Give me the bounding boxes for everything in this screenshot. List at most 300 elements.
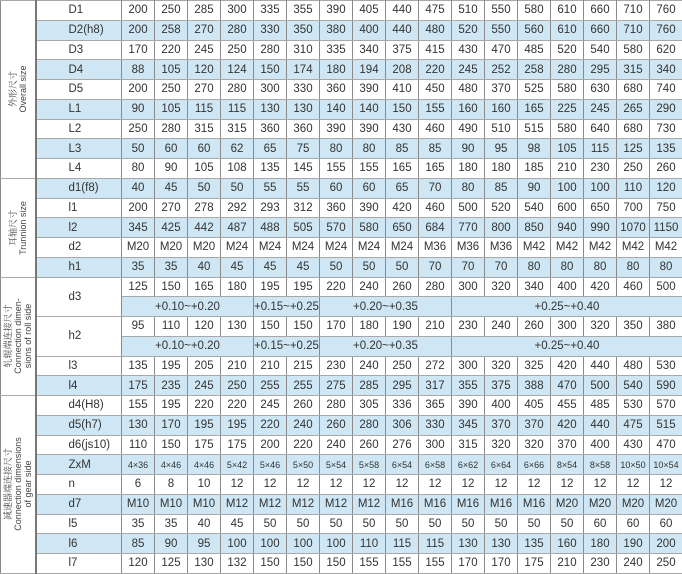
value-cell: M42 — [551, 238, 584, 258]
value-cell: 130 — [287, 99, 320, 119]
param-name: d1(f8) — [36, 178, 122, 198]
value-cell: 200 — [254, 435, 287, 455]
value-cell: 270 — [188, 20, 221, 40]
value-cell: 195 — [254, 277, 287, 297]
value-cell: 210 — [551, 159, 584, 179]
value-cell: 120 — [188, 317, 221, 337]
value-cell: 420 — [584, 277, 617, 297]
value-cell: 5×58 — [353, 455, 386, 475]
value-cell: 390 — [452, 396, 485, 416]
value-cell: 85 — [386, 139, 419, 159]
value-cell: 80 — [353, 139, 386, 159]
param-name: d6(js10) — [36, 435, 122, 455]
value-cell: 120 — [188, 60, 221, 80]
value-cell: 325 — [518, 356, 551, 376]
value-cell: 400 — [551, 277, 584, 297]
value-cell: 420 — [386, 198, 419, 218]
value-cell: 280 — [419, 277, 452, 297]
value-cell: 115 — [386, 534, 419, 554]
value-cell: 460 — [419, 119, 452, 139]
value-cell: 315 — [617, 60, 650, 80]
value-cell: M16 — [518, 494, 551, 514]
value-cell: 730 — [650, 119, 682, 139]
value-cell: 515 — [518, 119, 551, 139]
value-cell: 130 — [188, 554, 221, 574]
tolerance-cell: +0.10~+0.20 — [122, 336, 254, 356]
value-cell: 480 — [419, 20, 452, 40]
value-cell: 258 — [518, 60, 551, 80]
value-cell: 230 — [584, 554, 617, 574]
value-cell: 12 — [584, 475, 617, 495]
value-cell: 132 — [221, 554, 254, 574]
value-cell: 250 — [155, 80, 188, 100]
param-name: h1 — [36, 257, 122, 277]
group-label-en: Trunnion size — [18, 201, 28, 255]
group-label-en: Connection dimen- — [13, 298, 23, 374]
group-label-text — [8, 66, 28, 113]
value-cell: 740 — [650, 80, 682, 100]
param-name: l5 — [36, 514, 122, 534]
table-row — [1, 475, 682, 495]
value-cell: 75 — [287, 139, 320, 159]
value-cell: 455 — [551, 396, 584, 416]
value-cell: 40 — [122, 178, 155, 198]
param-name: n — [36, 475, 122, 495]
value-cell: 640 — [584, 119, 617, 139]
value-cell: 240 — [320, 435, 353, 455]
dimension-table-body — [1, 1, 682, 574]
table-row — [1, 494, 682, 514]
value-cell: 1150 — [650, 218, 682, 238]
value-cell: 98 — [518, 139, 551, 159]
tolerance-cell: +0.25~+0.40 — [452, 336, 682, 356]
value-cell: M42 — [518, 238, 551, 258]
table-row — [1, 514, 682, 534]
value-cell: 60 — [650, 514, 682, 534]
param-name: D1 — [36, 1, 122, 21]
value-cell: 260 — [320, 415, 353, 435]
value-cell: 388 — [518, 376, 551, 396]
value-cell: 195 — [188, 415, 221, 435]
value-cell: 990 — [584, 218, 617, 238]
value-cell: 360 — [320, 198, 353, 218]
group-label-zh: 外形尺寸 — [8, 66, 18, 113]
value-cell: 390 — [320, 1, 353, 21]
value-cell: 850 — [518, 218, 551, 238]
value-cell: 680 — [617, 119, 650, 139]
value-cell: 500 — [650, 277, 682, 297]
value-cell: 100 — [551, 178, 584, 198]
value-cell: 12 — [254, 475, 287, 495]
value-cell: 260 — [650, 159, 682, 179]
param-name: D5 — [36, 80, 122, 100]
value-cell: 105 — [155, 99, 188, 119]
value-cell: 430 — [452, 40, 485, 60]
value-cell: 50 — [221, 178, 254, 198]
value-cell: 415 — [419, 40, 452, 60]
value-cell: 220 — [188, 396, 221, 416]
value-cell: 90 — [518, 178, 551, 198]
value-cell: M36 — [452, 238, 485, 258]
value-cell: 250 — [386, 356, 419, 376]
value-cell: 750 — [650, 198, 682, 218]
value-cell: M20 — [551, 494, 584, 514]
value-cell: 12 — [551, 475, 584, 495]
table-row — [1, 376, 682, 396]
value-cell: 150 — [254, 554, 287, 574]
value-cell: 80 — [320, 139, 353, 159]
value-cell: M20 — [188, 238, 221, 258]
value-cell: 280 — [353, 415, 386, 435]
param-name: d4(H8) — [36, 396, 122, 416]
value-cell: 190 — [386, 317, 419, 337]
table-row — [1, 554, 682, 574]
param-name: d2 — [36, 238, 122, 258]
value-cell: 165 — [518, 99, 551, 119]
value-cell: 240 — [353, 356, 386, 376]
value-cell: 317 — [419, 376, 452, 396]
value-cell: 90 — [155, 159, 188, 179]
value-cell: 215 — [287, 356, 320, 376]
value-cell: 330 — [419, 415, 452, 435]
value-cell: 510 — [452, 1, 485, 21]
value-cell: 450 — [419, 80, 452, 100]
value-cell: 320 — [485, 435, 518, 455]
param-name: l3 — [36, 356, 122, 376]
value-cell: 260 — [518, 317, 551, 337]
value-cell: 240 — [353, 277, 386, 297]
value-cell: 135 — [122, 356, 155, 376]
value-cell: 475 — [419, 1, 452, 21]
value-cell: 150 — [287, 554, 320, 574]
value-cell: 250 — [650, 554, 682, 574]
value-cell: 360 — [287, 119, 320, 139]
value-cell: 70 — [452, 257, 485, 277]
value-cell: 200 — [122, 20, 155, 40]
value-cell: 50 — [452, 514, 485, 534]
value-cell: 60 — [617, 514, 650, 534]
param-name: D4 — [36, 60, 122, 80]
value-cell: 300 — [419, 435, 452, 455]
value-cell: 280 — [155, 119, 188, 139]
value-cell: 420 — [551, 356, 584, 376]
value-cell: 200 — [650, 534, 682, 554]
value-cell: 220 — [287, 435, 320, 455]
value-cell: 165 — [419, 159, 452, 179]
value-cell: 150 — [155, 435, 188, 455]
value-cell: 115 — [188, 99, 221, 119]
value-cell: 35 — [122, 257, 155, 277]
value-cell: M20 — [617, 494, 650, 514]
value-cell: 195 — [287, 277, 320, 297]
value-cell: 50 — [122, 139, 155, 159]
value-cell: 60 — [188, 139, 221, 159]
value-cell: 100 — [254, 534, 287, 554]
table-row — [1, 198, 682, 218]
value-cell: 620 — [650, 40, 682, 60]
value-cell: 240 — [287, 415, 320, 435]
param-name: D2(h8) — [36, 20, 122, 40]
value-cell: 410 — [386, 80, 419, 100]
value-cell: 230 — [452, 317, 485, 337]
value-cell: M24 — [386, 238, 419, 258]
value-cell: 336 — [386, 396, 419, 416]
value-cell: 660 — [584, 1, 617, 21]
value-cell: 305 — [353, 396, 386, 416]
value-cell: 135 — [254, 159, 287, 179]
group-label-en: Overall size — [18, 66, 28, 113]
value-cell: 220 — [320, 277, 353, 297]
value-cell: 95 — [485, 139, 518, 159]
value-cell: 380 — [650, 317, 682, 337]
value-cell: 150 — [155, 277, 188, 297]
value-cell: 487 — [221, 218, 254, 238]
value-cell: 460 — [419, 198, 452, 218]
tolerance-cell: +0.20~+0.35 — [320, 336, 452, 356]
value-cell: 95 — [188, 534, 221, 554]
value-cell: 50 — [386, 257, 419, 277]
value-cell: 50 — [320, 257, 353, 277]
value-cell: 940 — [551, 218, 584, 238]
value-cell: 295 — [386, 376, 419, 396]
value-cell: 245 — [452, 60, 485, 80]
value-cell: 140 — [320, 99, 353, 119]
value-cell: 130 — [254, 99, 287, 119]
value-cell: 300 — [452, 356, 485, 376]
group-label — [1, 277, 36, 396]
value-cell: M20 — [122, 238, 155, 258]
param-name: l2 — [36, 218, 122, 238]
value-cell: 440 — [386, 1, 419, 21]
value-cell: 270 — [188, 80, 221, 100]
value-cell: 225 — [551, 99, 584, 119]
value-cell: 255 — [287, 376, 320, 396]
value-cell: 12 — [650, 475, 682, 495]
value-cell: 442 — [188, 218, 221, 238]
value-cell: 50 — [419, 514, 452, 534]
value-cell: 180 — [320, 60, 353, 80]
value-cell: 70 — [485, 257, 518, 277]
value-cell: 180 — [221, 277, 254, 297]
value-cell: 285 — [353, 376, 386, 396]
value-cell: 235 — [155, 376, 188, 396]
value-cell: 12 — [320, 475, 353, 495]
value-cell: 12 — [485, 475, 518, 495]
value-cell: 150 — [287, 317, 320, 337]
value-cell: 135 — [518, 534, 551, 554]
value-cell: 475 — [617, 415, 650, 435]
tolerance-cell: +0.15~+0.25 — [254, 297, 320, 317]
value-cell: M16 — [386, 494, 419, 514]
table-row — [1, 435, 682, 455]
value-cell: 6 — [122, 475, 155, 495]
value-cell: 252 — [485, 60, 518, 80]
value-cell: 110 — [122, 435, 155, 455]
group-label-text — [3, 298, 33, 374]
value-cell: 560 — [518, 20, 551, 40]
param-name: L1 — [36, 99, 122, 119]
value-cell: 580 — [353, 218, 386, 238]
value-cell: 400 — [584, 435, 617, 455]
value-cell: 480 — [452, 80, 485, 100]
value-cell: 100 — [221, 534, 254, 554]
value-cell: M36 — [419, 238, 452, 258]
value-cell: 440 — [584, 415, 617, 435]
value-cell: 250 — [221, 40, 254, 60]
value-cell: 684 — [419, 218, 452, 238]
value-cell: 5×50 — [287, 455, 320, 475]
value-cell: 245 — [584, 99, 617, 119]
value-cell: 35 — [155, 257, 188, 277]
value-cell: 160 — [452, 99, 485, 119]
group-label-text — [8, 201, 28, 255]
value-cell: 345 — [452, 415, 485, 435]
value-cell: 12 — [221, 475, 254, 495]
value-cell: M16 — [419, 494, 452, 514]
group-label-en: Connection dimensions — [13, 438, 23, 532]
value-cell: 700 — [617, 198, 650, 218]
table-row — [1, 20, 682, 40]
value-cell: 210 — [551, 554, 584, 574]
value-cell: 194 — [353, 60, 386, 80]
value-cell: 245 — [188, 40, 221, 60]
value-cell: 170 — [452, 554, 485, 574]
value-cell: 265 — [617, 99, 650, 119]
value-cell: 175 — [188, 435, 221, 455]
value-cell: 124 — [221, 60, 254, 80]
value-cell: 155 — [353, 159, 386, 179]
value-cell: 85 — [122, 534, 155, 554]
value-cell: 800 — [485, 218, 518, 238]
value-cell: 350 — [287, 20, 320, 40]
value-cell: 125 — [617, 139, 650, 159]
value-cell: 245 — [254, 396, 287, 416]
value-cell: 170 — [320, 317, 353, 337]
value-cell: 550 — [485, 20, 518, 40]
value-cell: 440 — [584, 356, 617, 376]
table-row — [1, 356, 682, 376]
value-cell: 400 — [353, 20, 386, 40]
value-cell: 292 — [221, 198, 254, 218]
value-cell: 770 — [452, 218, 485, 238]
value-cell: 105 — [188, 159, 221, 179]
value-cell: 380 — [320, 20, 353, 40]
value-cell: 90 — [122, 99, 155, 119]
value-cell: 88 — [122, 60, 155, 80]
value-cell: 276 — [386, 435, 419, 455]
value-cell: 5×42 — [221, 455, 254, 475]
value-cell: 170 — [155, 415, 188, 435]
value-cell: 230 — [584, 159, 617, 179]
value-cell: 150 — [386, 99, 419, 119]
value-cell: 520 — [452, 20, 485, 40]
value-cell: 600 — [551, 198, 584, 218]
value-cell: 320 — [518, 435, 551, 455]
value-cell: 6×64 — [485, 455, 518, 475]
group-label — [1, 1, 36, 179]
value-cell: 150 — [320, 554, 353, 574]
param-name: l7 — [36, 554, 122, 574]
value-cell: M36 — [485, 238, 518, 258]
value-cell: 300 — [452, 277, 485, 297]
value-cell: 6×62 — [452, 455, 485, 475]
value-cell: 245 — [188, 376, 221, 396]
value-cell: 80 — [551, 257, 584, 277]
value-cell: 100 — [584, 178, 617, 198]
value-cell: 50 — [386, 514, 419, 534]
value-cell: 1070 — [617, 218, 650, 238]
value-cell: 490 — [452, 119, 485, 139]
value-cell: 510 — [485, 119, 518, 139]
value-cell: 130 — [221, 317, 254, 337]
value-cell: 155 — [386, 554, 419, 574]
value-cell: 85 — [419, 139, 452, 159]
value-cell: 12 — [419, 475, 452, 495]
value-cell: 45 — [155, 178, 188, 198]
value-cell: 390 — [353, 119, 386, 139]
value-cell: 405 — [518, 396, 551, 416]
param-name: L3 — [36, 139, 122, 159]
value-cell: 115 — [584, 139, 617, 159]
value-cell: 375 — [386, 40, 419, 60]
table-row — [1, 119, 682, 139]
param-name: D3 — [36, 40, 122, 60]
value-cell: 525 — [518, 80, 551, 100]
value-cell: 335 — [254, 1, 287, 21]
table-row — [1, 415, 682, 435]
value-cell: 110 — [353, 534, 386, 554]
value-cell: 270 — [155, 198, 188, 218]
value-cell: M24 — [320, 238, 353, 258]
value-cell: 155 — [320, 159, 353, 179]
value-cell: 530 — [617, 396, 650, 416]
value-cell: 470 — [551, 376, 584, 396]
value-cell: 280 — [551, 60, 584, 80]
value-cell: 50 — [518, 514, 551, 534]
value-cell: M16 — [485, 494, 518, 514]
value-cell: 580 — [551, 119, 584, 139]
group-label-zh: 轧辊端连接尺寸 — [3, 298, 13, 374]
value-cell: 293 — [254, 198, 287, 218]
value-cell: 65 — [254, 139, 287, 159]
value-cell: 350 — [617, 317, 650, 337]
value-cell: 5×54 — [320, 455, 353, 475]
table-row — [1, 99, 682, 119]
value-cell: 35 — [155, 514, 188, 534]
value-cell: 370 — [485, 415, 518, 435]
value-cell: 312 — [287, 198, 320, 218]
value-cell: 590 — [650, 376, 682, 396]
value-cell: M42 — [617, 238, 650, 258]
value-cell: 70 — [419, 257, 452, 277]
value-cell: M10 — [155, 494, 188, 514]
value-cell: 610 — [551, 20, 584, 40]
value-cell: 630 — [584, 80, 617, 100]
value-cell: 175 — [518, 554, 551, 574]
value-cell: M10 — [122, 494, 155, 514]
value-cell: 300 — [221, 1, 254, 21]
value-cell: 175 — [122, 376, 155, 396]
value-cell: 500 — [584, 376, 617, 396]
value-cell: 250 — [155, 1, 188, 21]
param-name: L2 — [36, 119, 122, 139]
value-cell: 6×58 — [419, 455, 452, 475]
value-cell: 505 — [287, 218, 320, 238]
value-cell: 250 — [221, 376, 254, 396]
value-cell: M10 — [188, 494, 221, 514]
value-cell: 220 — [254, 415, 287, 435]
value-cell: 430 — [386, 119, 419, 139]
